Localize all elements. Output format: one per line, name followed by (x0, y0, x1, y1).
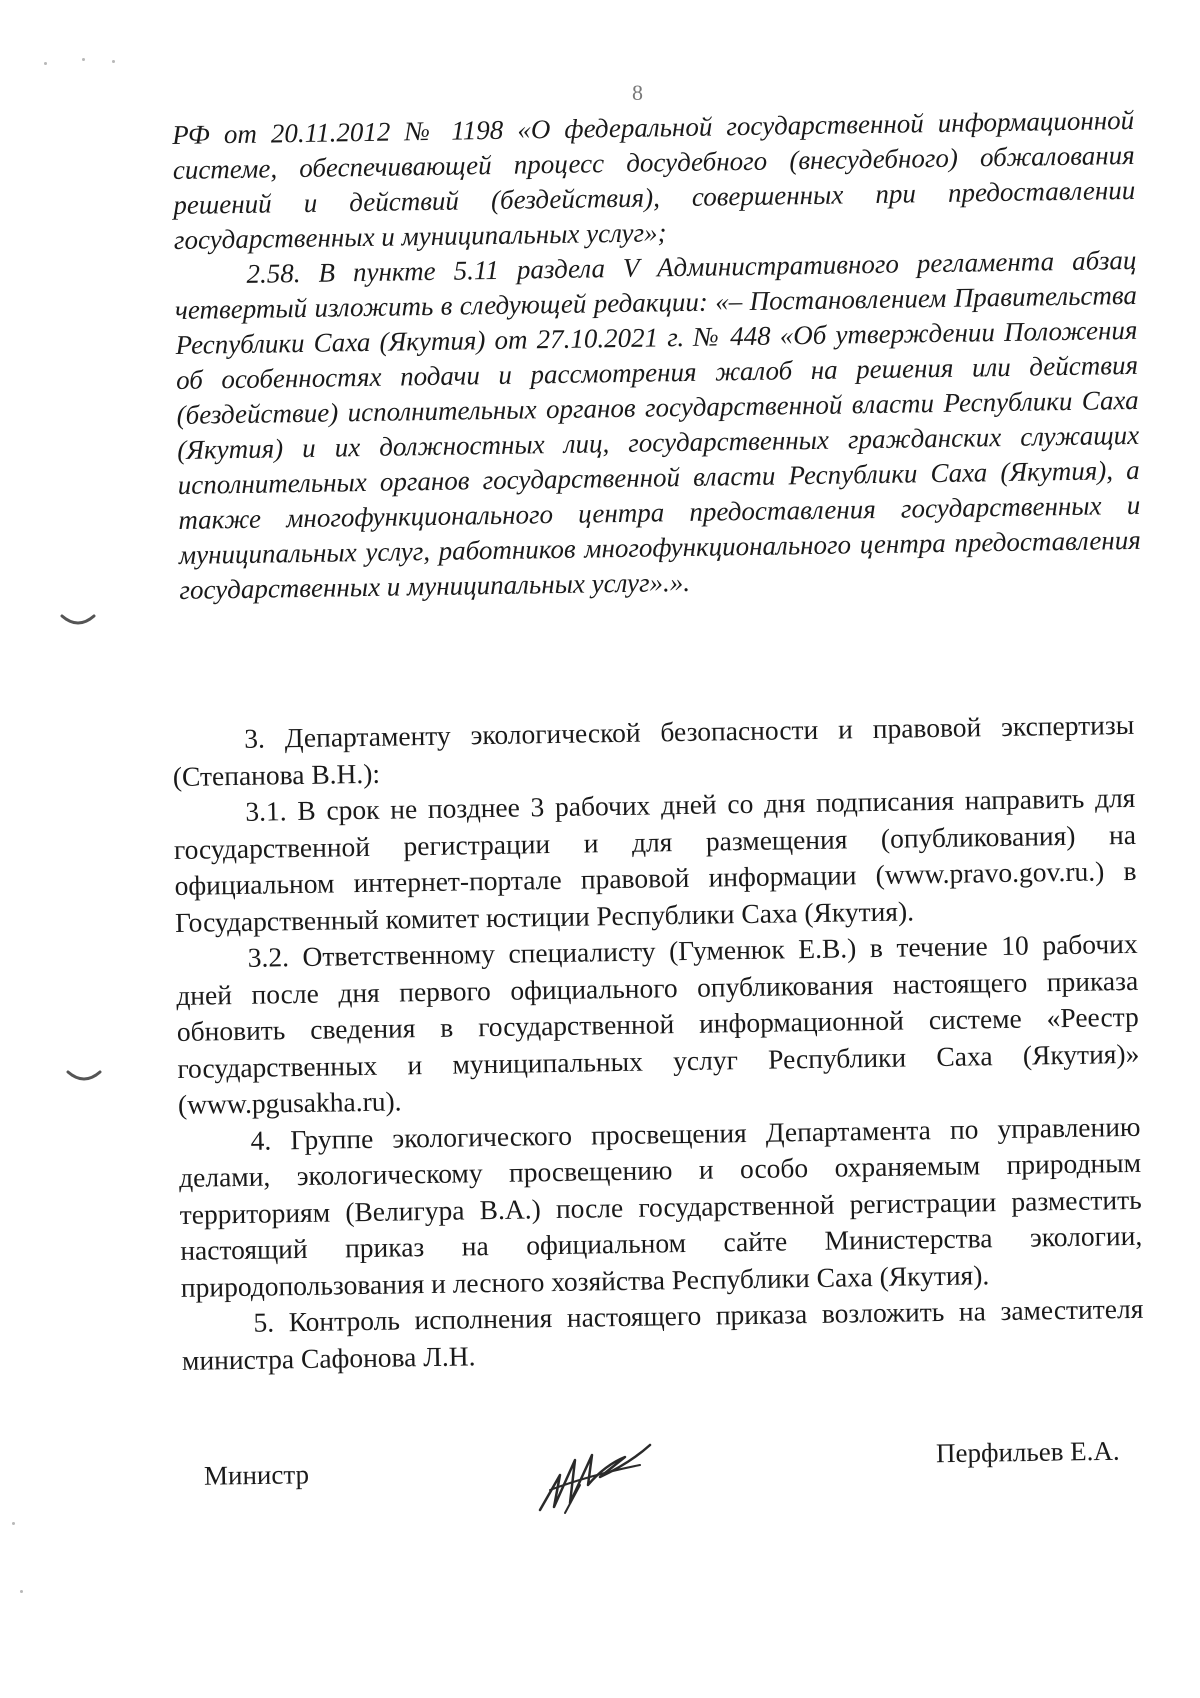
hole-punch-mark (66, 1068, 102, 1086)
paragraph-4: 4. Группе экологического просвещения Департамента по управлению делами, экологическому просвещению и особо охраняемым природным территориям (Велигура В.А.) после государственной регистрации разместить настоящий приказ на официальном сайте Министерства экологии, природопользования и лесного хозяйства Республики Саха (Якутия). (178, 1110, 1143, 1303)
signatory-name: Перфильев Е.А. (935, 1435, 1120, 1469)
scan-speck (12, 1522, 15, 1525)
paragraph-5: 5. Контроль исполнения настоящего приказа возложить на заместителя министра Сафонова Л.Н. (181, 1292, 1144, 1376)
signatory-title: Министр (203, 1459, 310, 1491)
hole-punch-mark (60, 612, 96, 630)
paragraph-3-2: 3.2. Ответственному специалисту (Гуменюк Е.В.) в течение 10 рабочих дней после дня первого официального опубликования настоящего приказа обновить сведения в государственной информационной системе «Реестр государственных и муниципальных услуг Республики Саха (Якутия)» (www.pgusakha.ru). (176, 927, 1140, 1120)
paragraph-continuation: РФ от 20.11.2012 № 1198 «О федеральной государственной информационной системе, обеспечивающей процесс досудебного (внесудебного) обжалования решений и действий (бездействия), совершенных при предоставлении государственных и муниципальных услуг»; (172, 104, 1136, 255)
paragraph-2-58: 2.58. В пункте 5.11 раздела V Административного регламента абзац четвертый изложить в следующей редакции: «– Постановлением Правительства Республики Саха (Якутия) от 27.10.2021 г. № 448 «Об утверждении Положения об особенностях подачи и рассмотрения жалоб на решения или действия (бездействие) исполнительных органов государственной власти Республики Саха (Якутия) и их должностных лиц, государственных гражданских служащих исполнительных органов государственной власти Республики Саха (Якутия), а также многофункционального центра предоставления государственных и муниципальных услуг, работников многофункционального центра предоставления государственных и муниципальных услуг».». (174, 244, 1141, 605)
handwritten-signature (530, 1415, 670, 1525)
page-number: 8 (632, 80, 643, 105)
scan-speck (82, 58, 85, 61)
scan-speck (20, 1590, 23, 1593)
paragraph-3: 3. Департаменту экологической безопасности и правовой экспертизы (Степанова В.Н.): (172, 708, 1135, 792)
scan-speck (112, 60, 115, 63)
paragraph-3-1: 3.1. В срок не позднее 3 рабочих дней со дня подписания направить для государственной регистрации и для размещения (опубликования) на официальном интернет-портале правовой информации (www.pravo.gov.ru.) в Государственный комитет юстиции Республики Саха (Якутия). (173, 781, 1137, 938)
scan-speck (44, 62, 47, 65)
